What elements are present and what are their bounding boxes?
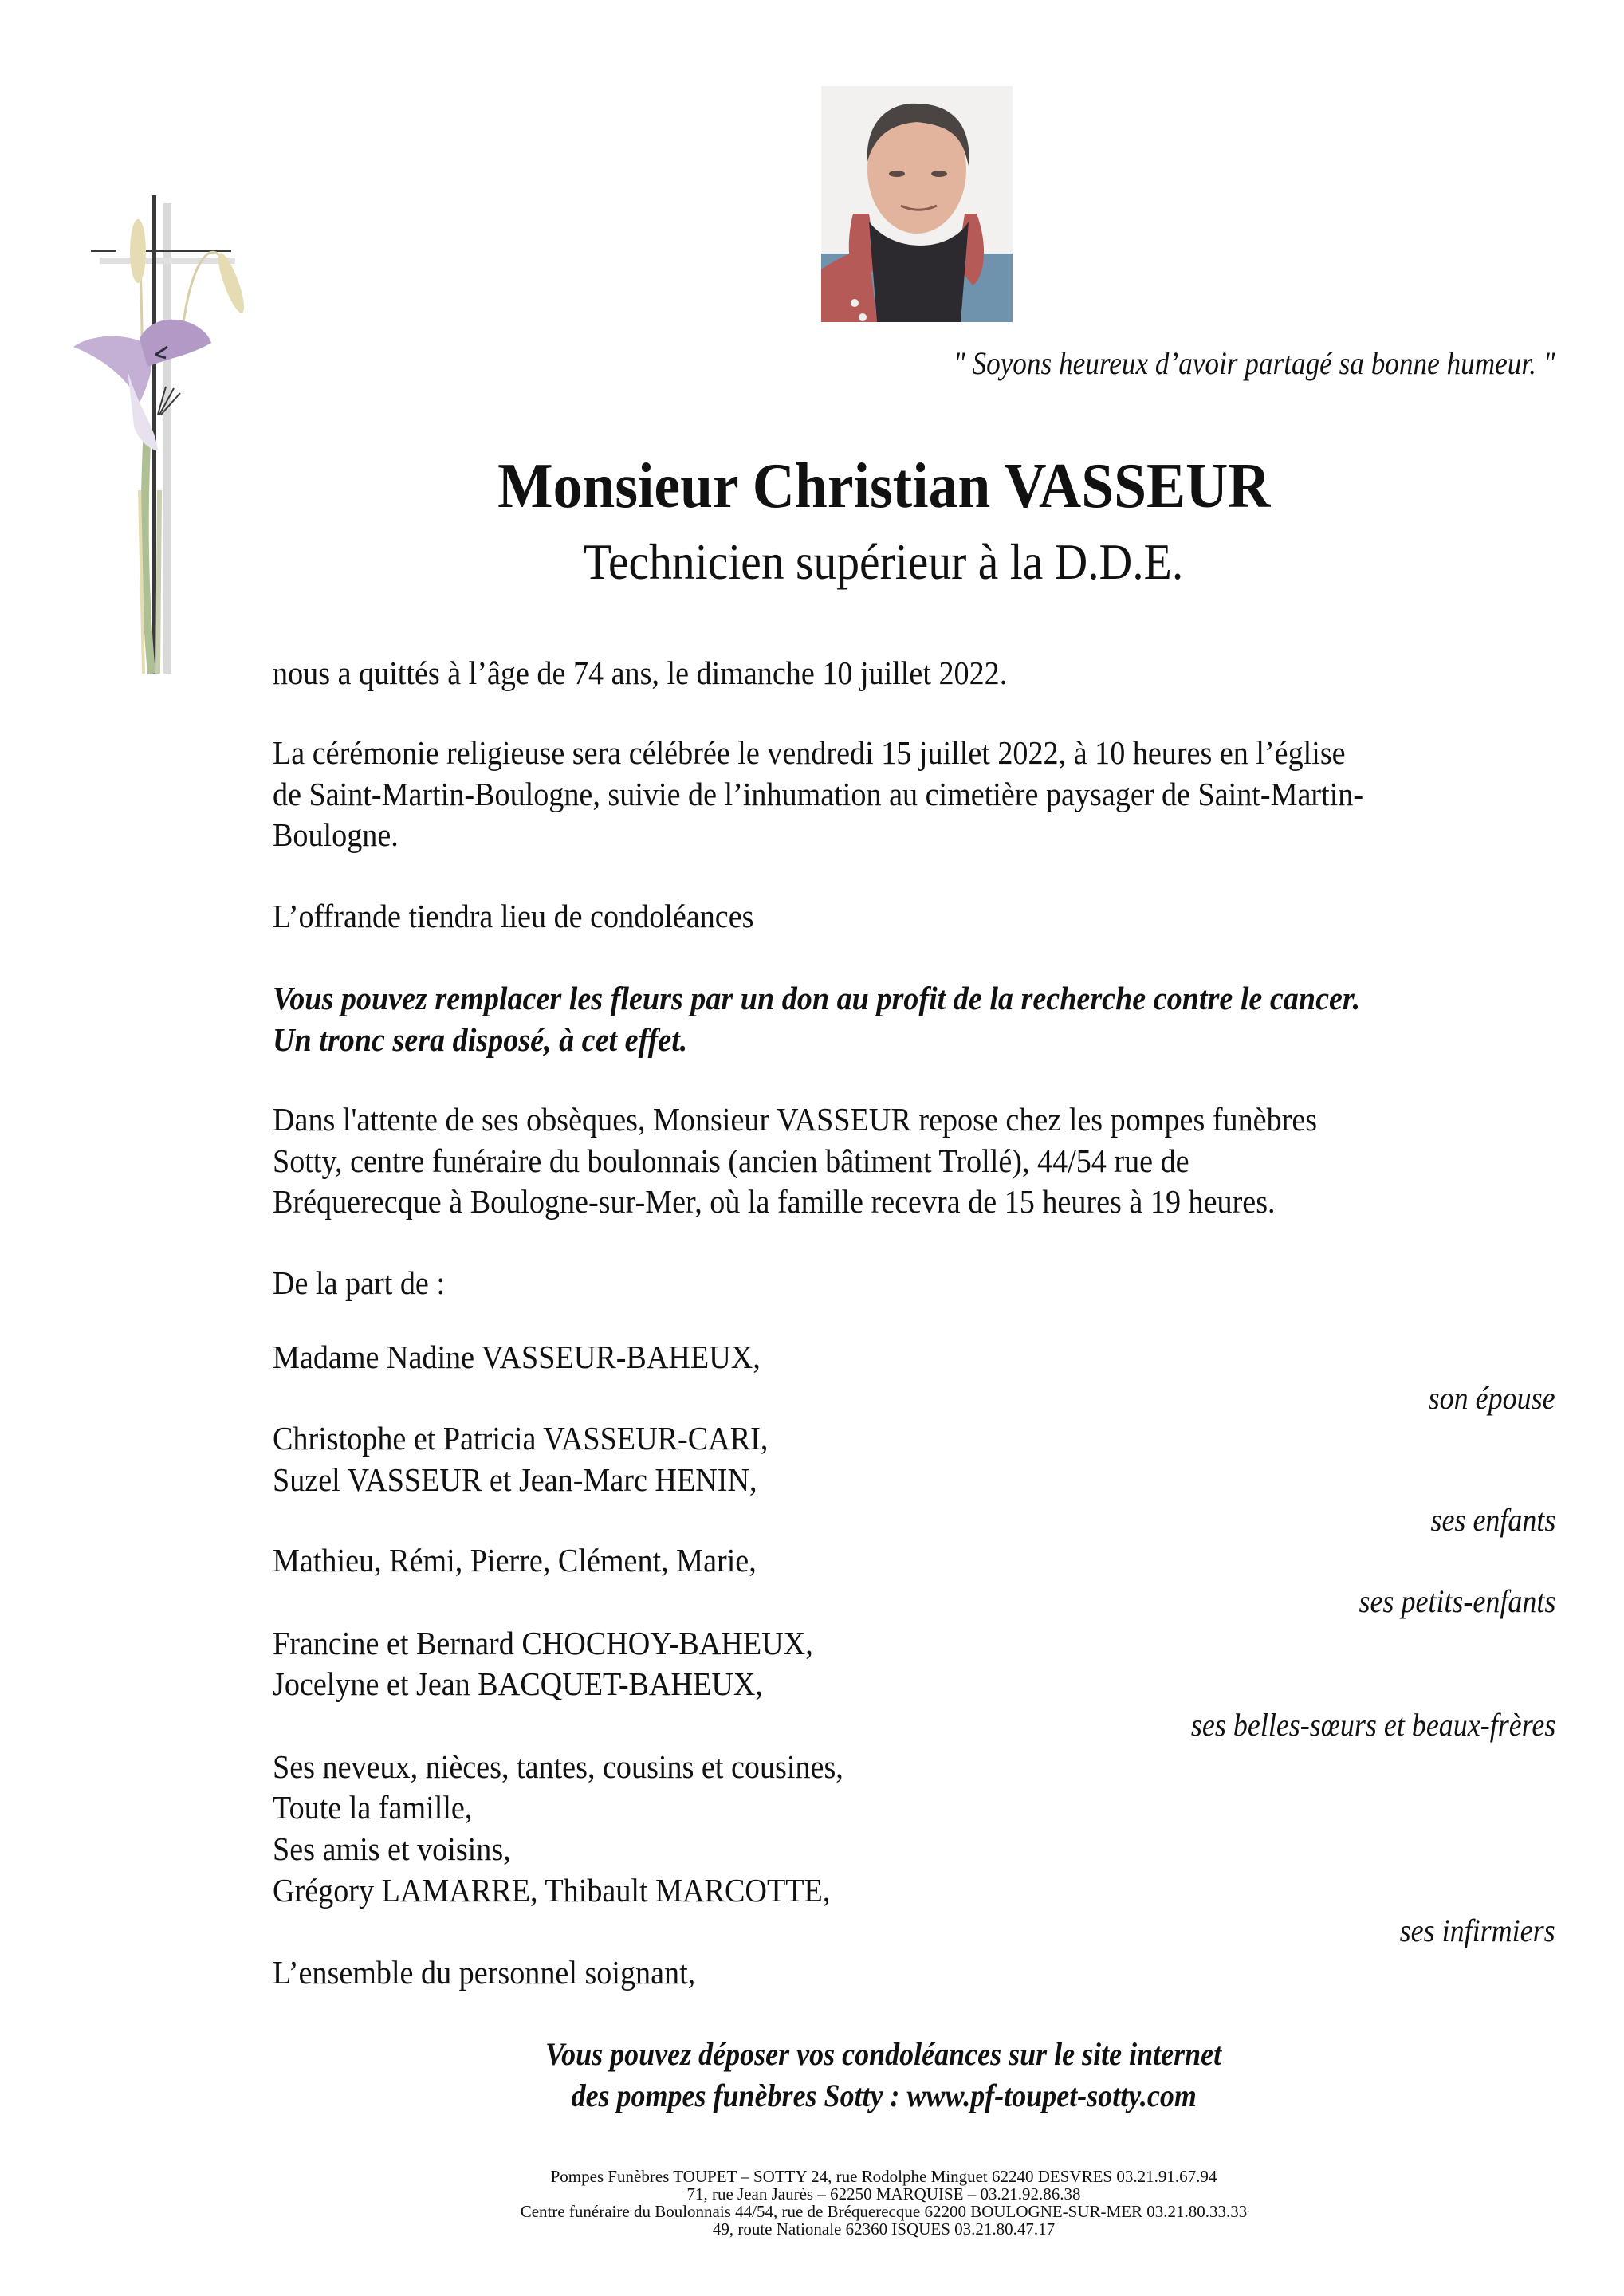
family-name: Francine et Bernard CHOCHOY-BAHEUX, [273,1625,813,1661]
wheat-icon [130,219,146,283]
family-name: Suzel VASSEUR et Jean-Marc HENIN, [273,1461,757,1498]
portrait-photo [821,86,1013,322]
family-name: Ses amis et voisins, [273,1830,511,1867]
family-name: Toute la famille, [273,1789,473,1826]
footer-line [0,2203,1624,2220]
footer-text: Pompes Funèbres TOUPET – SOTTY 24, rue Rodolphe Minguet 62240 DESVRES 03.21.91.67.94 [550,2167,1217,2186]
footer-line [0,2185,1624,2203]
offering-note: L’offrande tiendra lieu de condoléances [273,898,754,934]
family-role: ses infirmiers [1399,1913,1555,1948]
family-role: son épouse [1429,1380,1555,1416]
footer-line [0,2168,1624,2185]
deceased-name [0,450,1624,523]
condolences-website[interactable]: des pompes funèbres Sotty : www.pf-toupet-sotty.com [571,2078,1197,2113]
deceased-occupation-text: Technicien supérieur à la D.D.E. [584,533,1184,590]
deceased-name-text: Monsieur Christian VASSEUR [497,451,1271,521]
donation-line: Vous pouvez remplacer les fleurs par un don au profit de la recherche contre le cancer. [273,980,1361,1016]
memorial-quote: " Soyons heureux d’avoir partagé sa bonne humeur. " [954,345,1555,381]
family-name: Jocelyne et Jean BACQUET-BAHEUX, [273,1665,763,1702]
family-role: ses petits-enfants [1359,1583,1555,1619]
cross-lily-icon [64,187,247,682]
family-role: ses enfants [1430,1502,1555,1538]
condolences-line [0,2034,1624,2075]
wake-line: Sotty, centre funéraire du boulonnais (ancien bâtiment Trollé), 44/54 rue de [273,1142,1189,1179]
lily-flower [73,336,152,403]
family-name: Christophe et Patricia VASSEUR-CARI, [273,1420,769,1457]
wake-line: Dans l'attente de ses obsèques, Monsieur VASSEUR repose chez les pompes funèbres [273,1101,1318,1138]
condolences-line [0,2075,1624,2117]
footer-line [0,2220,1624,2238]
footer-text: 49, route Nationale 62360 ISQUES 03.21.80.47.17 [712,2219,1056,2239]
ceremony-line: de Saint-Martin-Boulogne, suivie de l’inhumation au cimetière paysager de Saint-Martin- [273,776,1364,812]
family-name: L’ensemble du personnel soignant, [273,1954,696,1991]
from-label: De la part de : [273,1264,445,1301]
wake-line: Bréquerecque à Boulogne-sur-Mer, où la famille recevra de 15 heures à 19 heures. [273,1183,1276,1220]
family-name: Mathieu, Rémi, Pierre, Clément, Marie, [273,1542,757,1578]
family-name: Ses neveux, nièces, tantes, cousins et cousines, [273,1748,843,1785]
deceased-occupation [0,533,1624,592]
family-name: Madame Nadine VASSEUR-BAHEUX, [273,1339,761,1375]
family-role: ses belles-sœurs et beaux-frères [1190,1707,1555,1743]
ceremony-line: La cérémonie religieuse sera célébrée le vendredi 15 juillet 2022, à 10 heures en l’église [273,734,1346,771]
donation-line: Un tronc sera disposé, à cet effet. [273,1021,688,1058]
death-announcement: nous a quittés à l’âge de 74 ans, le dimanche 10 juillet 2022. [273,655,1008,691]
ceremony-line: Boulogne. [273,816,399,853]
condolences-text: Vous pouvez déposer vos condoléances sur le site internet [545,2036,1222,2072]
family-name: Grégory LAMARRE, Thibault MARCOTTE, [273,1872,831,1909]
footer-text: Centre funéraire du Boulonnais 44/54, rue de Bréquerecque 62200 BOULOGNE-SUR-MER 03.21.80.33.33 [520,2202,1248,2221]
footer-text: 71, rue Jean Jaurès – 62250 MARQUISE – 03.21.92.86.38 [686,2184,1081,2204]
